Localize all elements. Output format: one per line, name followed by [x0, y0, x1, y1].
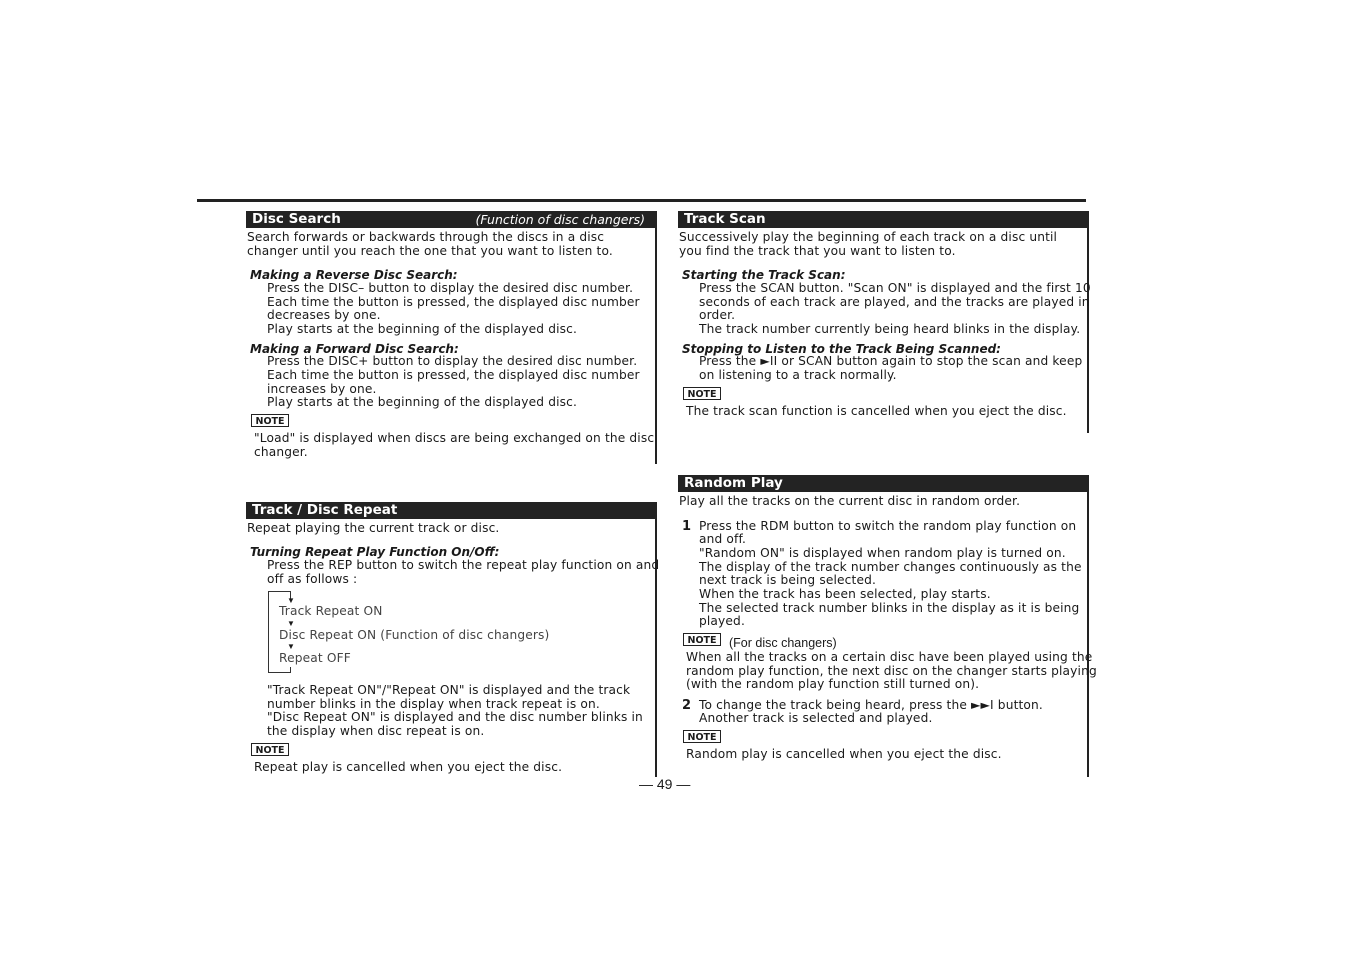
repeat-title: Track / Disc Repeat	[252, 502, 398, 518]
scan-start-3: order.	[699, 308, 736, 322]
scan-start-1: Press the SCAN button. "Scan ON" is displayed and the first 10	[699, 281, 1091, 295]
flow-step-1: Track Repeat ON	[279, 604, 383, 618]
repeat-after-1: "Track Repeat ON"/"Repeat ON" is displayed and the track	[267, 683, 631, 697]
random-step-2-number: 2	[682, 698, 692, 713]
repeat-intro: Repeat playing the current track or disc.	[247, 521, 500, 535]
track-scan-note-label: NOTE	[683, 387, 721, 400]
track-scan-intro-2: you find the track that you want to listen to.	[679, 244, 956, 258]
scan-stop-1: Press the ►II or SCAN button again to stop the scan and keep	[699, 354, 1083, 368]
disc-search-note-1: "Load" is displayed when discs are being exchanged on the disc	[254, 431, 655, 445]
track-scan-title-bar	[678, 211, 1089, 228]
random-step1-line-8: played.	[699, 614, 745, 628]
random-note1-line-1: When all the tracks on a certain disc have been played using the	[686, 650, 1093, 664]
disc-search-side-line	[655, 228, 657, 464]
repeat-title-bar	[246, 502, 657, 519]
flow-loop-top	[268, 591, 291, 592]
scan-stop-heading: Stopping to Listen to the Track Being Scanned:	[682, 342, 1001, 356]
random-play-title: Random Play	[684, 475, 783, 491]
scan-start-2: seconds of each track are played, and the tracks are played in	[699, 295, 1090, 309]
scan-start-heading: Starting the Track Scan:	[682, 268, 846, 282]
forward-line-4: Play starts at the beginning of the displayed disc.	[267, 395, 577, 409]
reverse-search-heading: Making a Reverse Disc Search:	[250, 268, 458, 282]
random-step1-line-6: When the track has been selected, play starts.	[699, 587, 991, 601]
flow-arrow-down-icon: ▼	[287, 619, 295, 628]
flow-loop-line	[268, 591, 269, 673]
random-step1-line-1: Press the RDM button to switch the random play function on	[699, 519, 1077, 533]
random-note1-line-2: random play function, the next disc on the changer starts playing	[686, 664, 1097, 678]
forward-line-2: Each time the button is pressed, the displayed disc number	[267, 368, 640, 382]
random-step1-line-5: next track is being selected.	[699, 573, 876, 587]
disc-search-intro-2: changer until you reach the one that you want to listen to.	[247, 244, 613, 258]
random-note1-label: NOTE	[683, 633, 721, 646]
page-number: — 49 —	[639, 776, 691, 792]
repeat-after-4: the display when disc repeat is on.	[267, 724, 485, 738]
random-note1-line-3: (with the random play function still turned on).	[686, 677, 980, 691]
reverse-line-4: Play starts at the beginning of the displayed disc.	[267, 322, 577, 336]
random-step1-line-3: "Random ON" is displayed when random play is turned on.	[699, 546, 1066, 560]
random-step1-line-2: and off.	[699, 532, 747, 546]
reverse-line-3: decreases by one.	[267, 308, 381, 322]
flow-arrow-down-icon: ▼	[287, 596, 295, 605]
repeat-note-text: Repeat play is cancelled when you eject the disc.	[254, 760, 563, 774]
repeat-after-3: "Disc Repeat ON" is displayed and the disc number blinks in	[267, 710, 643, 724]
forward-line-3: increases by one.	[267, 382, 377, 396]
track-scan-intro-1: Successively play the beginning of each track on a disc until	[679, 230, 1058, 244]
repeat-after-2: number blinks in the display when track repeat is on.	[267, 697, 600, 711]
scan-stop-2: on listening to a track normally.	[699, 368, 897, 382]
disc-search-note-label: NOTE	[251, 414, 289, 427]
disc-search-title-bar	[246, 211, 657, 228]
random-note1-suffix: (For disc changers)	[729, 636, 837, 650]
flow-step-2: Disc Repeat ON (Function of disc changers)	[279, 628, 550, 642]
random-intro: Play all the tracks on the current disc in random order.	[679, 494, 1021, 508]
track-scan-note-text: The track scan function is cancelled when you eject the disc.	[686, 404, 1067, 418]
disc-search-subtitle: (Function of disc changers)	[475, 212, 645, 227]
random-step-1-number: 1	[682, 519, 692, 534]
forward-line-1: Press the DISC+ button to display the desired disc number.	[267, 354, 638, 368]
reverse-line-2: Each time the button is pressed, the displayed disc number	[267, 295, 640, 309]
repeat-line-2: off as follows :	[267, 572, 358, 586]
disc-search-intro-1: Search forwards or backwards through the discs in a disc	[247, 230, 605, 244]
random-step1-line-7: The selected track number blinks in the display as it is being	[699, 601, 1080, 615]
top-rule	[197, 199, 1086, 202]
reverse-line-1: Press the DISC– button to display the desired disc number.	[267, 281, 634, 295]
track-scan-title: Track Scan	[684, 211, 766, 227]
flow-step-3: Repeat OFF	[279, 651, 351, 665]
flow-arrow-down-icon: ▼	[287, 642, 295, 651]
disc-search-title: Disc Search	[252, 211, 341, 227]
random-step1-line-4: The display of the track number changes continuously as the	[699, 560, 1082, 574]
random-step2-line-2: Another track is selected and played.	[699, 711, 933, 725]
track-scan-side-line	[1087, 228, 1089, 433]
repeat-line-1: Press the REP button to switch the repeat play function on and	[267, 558, 660, 572]
random-play-title-bar	[678, 475, 1089, 492]
flow-loop-bottom	[268, 672, 291, 673]
forward-search-heading: Making a Forward Disc Search:	[250, 342, 459, 356]
repeat-heading: Turning Repeat Play Function On/Off:	[250, 545, 500, 559]
disc-search-note-2: changer.	[254, 445, 308, 459]
repeat-note-label: NOTE	[251, 743, 289, 756]
random-play-side-line	[1087, 492, 1089, 777]
random-note2-label: NOTE	[683, 730, 721, 743]
random-note2-text: Random play is cancelled when you eject the disc.	[686, 747, 1002, 761]
random-step2-line-1: To change the track being heard, press the ►►I button.	[699, 698, 1043, 712]
flow-loop-rise	[290, 667, 291, 673]
scan-start-4: The track number currently being heard blinks in the display.	[699, 322, 1081, 336]
